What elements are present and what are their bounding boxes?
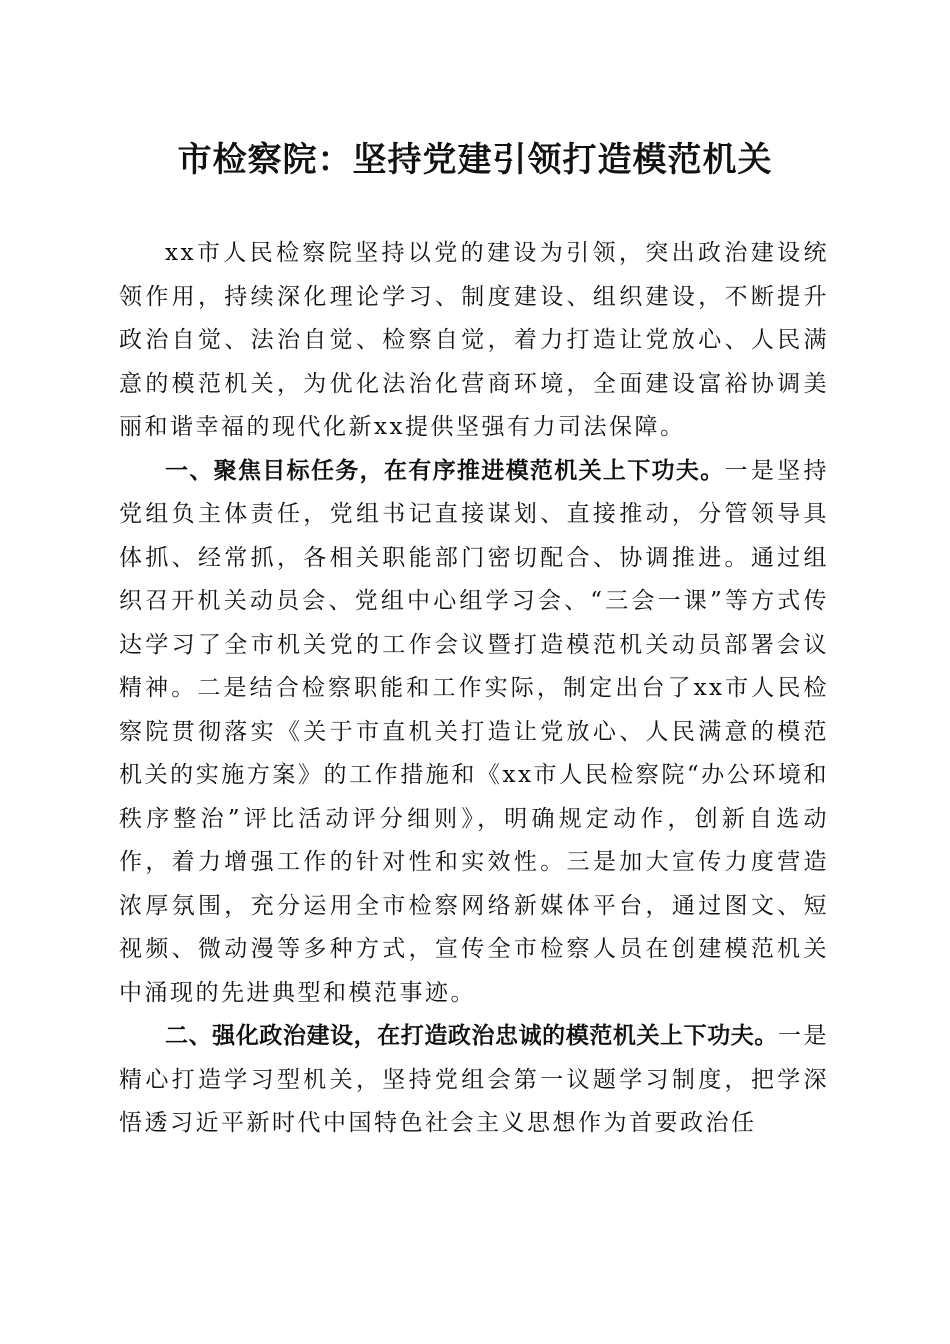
paragraph-heading: 一、聚焦目标任务，在有序推进模范机关上下功夫。 xyxy=(165,457,725,484)
paragraph-text: 一是精心打造学习型机关，坚持党组会第一议题学习制度，把学深悟透习近平新时代中国特色社会主义思想作为首要政治任 xyxy=(119,1023,830,1136)
paragraph-text: xx市人民检察院坚持以党的建设为引领，突出政治建设统领作用，持续深化理论学习、制度建设、组织建设，不断提升政治自觉、法治自觉、检察自觉，着力打造让党放心、人民满意的模范机关，为优化法治化营商环境，全面建设富裕协调美丽和谐幸福的现代化新xx提供坚强有力司法保障。 xyxy=(119,240,829,440)
paragraph-section-1 xyxy=(119,450,829,1016)
paragraph-intro xyxy=(119,232,829,450)
document-title: 市检察院：坚持党建引领打造模范机关 xyxy=(177,140,773,180)
paragraph-section-2 xyxy=(119,1015,829,1146)
paragraph-text: 一是坚持党组负主体责任，党组书记直接谋划、直接推动，分管领导具体抓、经常抓，各相关职能部门密切配合、协调推进。通过组织召开机关动员会、党组中心组学习会、“三会一课”等方式传达学习了全市机关党的工作会议暨打造模范机关动员部署会议精神。二是结合检察职能和工作实际，制定出台了xx市人民检察院贯彻落实《关于市直机关打造让党放心、人民满意的模范机关的实施方案》的工作措施和《xx市人民检察院“办公环境和秩序整治”评比活动评分细则》，明确规定动作，创新自选动作，着力增强工作的针对性和实效性。三是加大宣传力度营造浓厚氛围，充分运用全市检察网络新媒体平台，通过图文、短视频、微动漫等多种方式，宣传全市检察人员在创建模范机关中涌现的先进典型和模范事迹。 xyxy=(119,457,830,1006)
paragraph-heading: 二、强化政治建设，在打造政治忠诚的模范机关上下功夫。 xyxy=(165,1023,778,1049)
document-body xyxy=(119,232,829,1146)
